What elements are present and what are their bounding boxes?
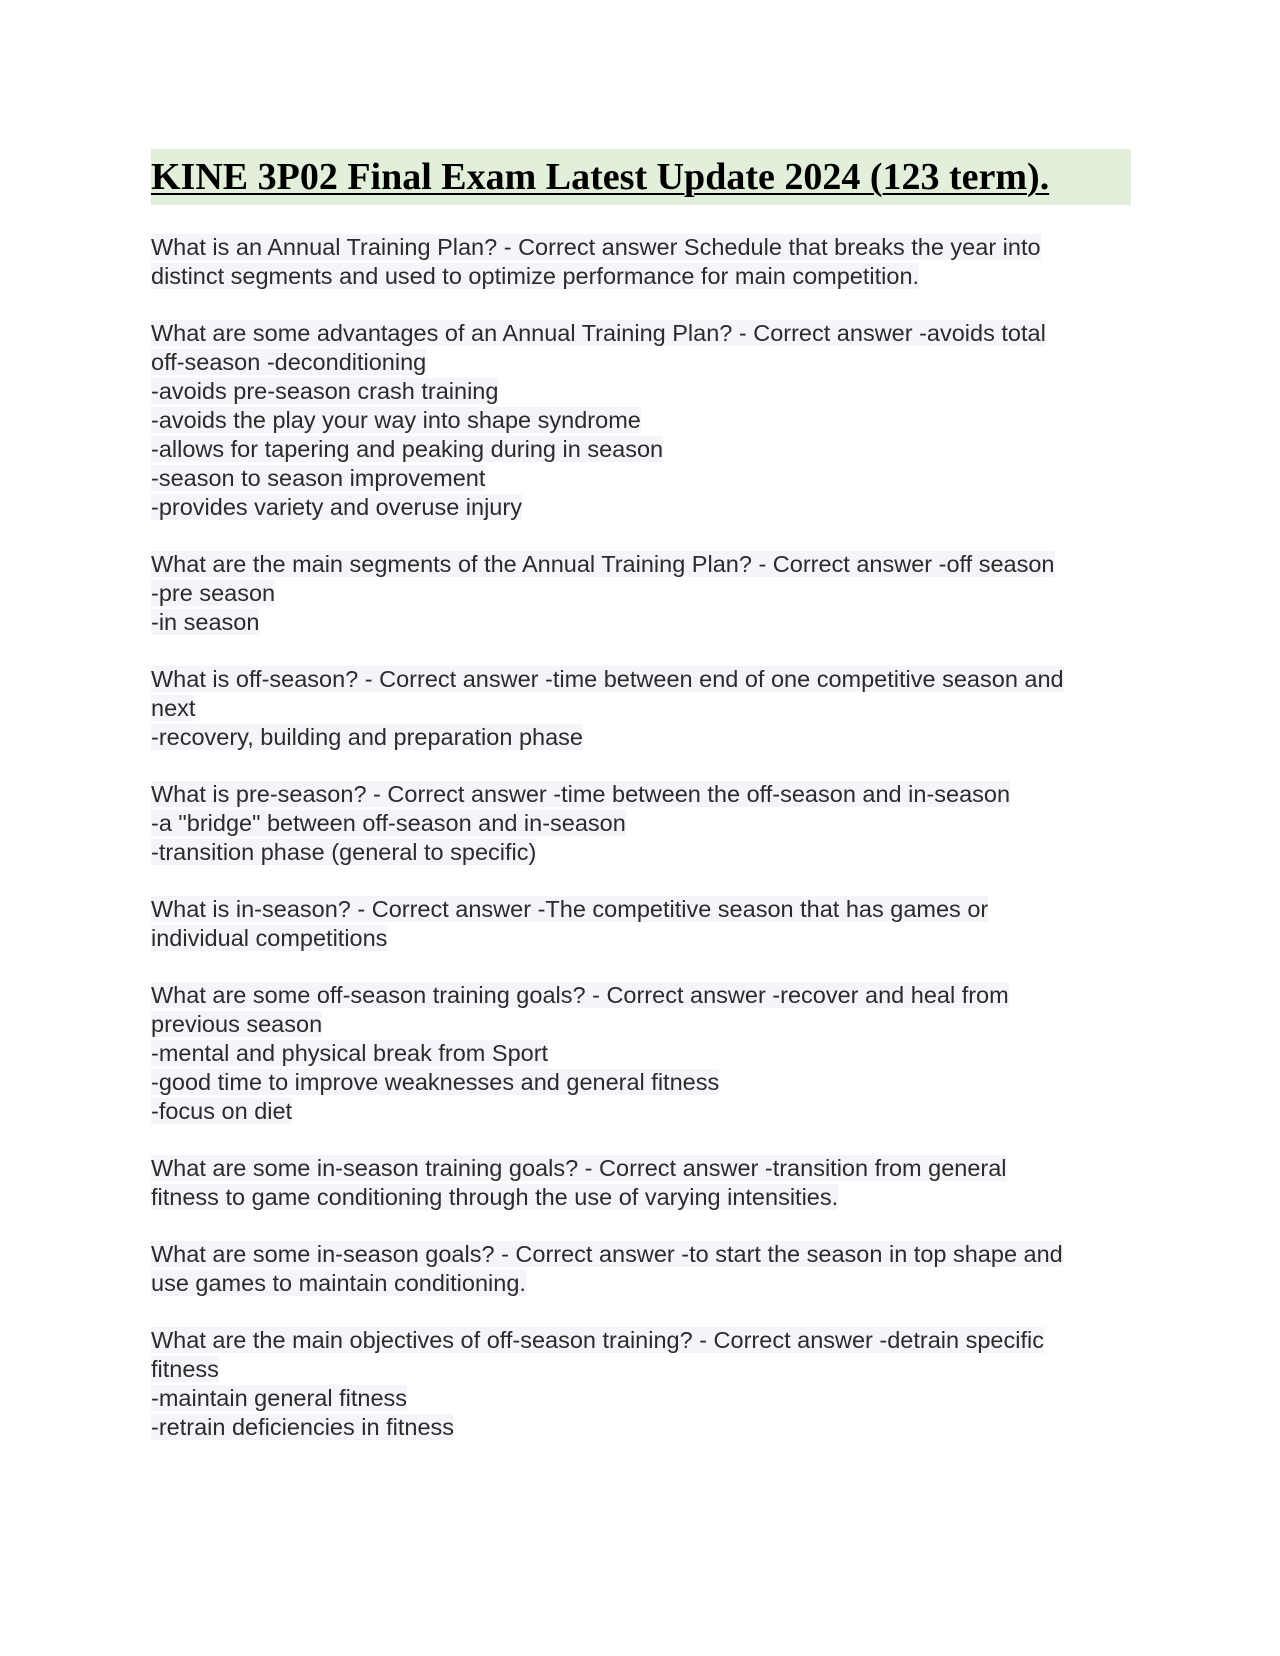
qa-line-text: -avoids the play your way into shape syndrome — [151, 407, 641, 433]
qa-line-text: What is pre-season? - Correct answer -time between the off-season and in-season — [151, 781, 1011, 807]
qa-line — [151, 1183, 1131, 1212]
qa-line-text: What are some in-season goals? - Correct answer -to start the season in top shape and — [151, 1241, 1063, 1267]
qa-line-text: -good time to improve weaknesses and general fitness — [151, 1069, 720, 1095]
qa-item — [151, 665, 1131, 752]
qa-line-text: What are the main segments of the Annual Training Plan? - Correct answer -off season — [151, 551, 1055, 577]
qa-line-text: use games to maintain conditioning. — [151, 1270, 526, 1296]
qa-line — [151, 608, 1131, 637]
qa-line — [151, 1413, 1131, 1442]
qa-line — [151, 838, 1131, 867]
qa-line — [151, 780, 1131, 809]
qa-line-text: What are some in-season training goals? - Correct answer -transition from general — [151, 1155, 1007, 1181]
qa-line-text: -mental and physical break from Sport — [151, 1040, 549, 1066]
qa-item — [151, 550, 1131, 637]
qa-line-text: -provides variety and overuse injury — [151, 494, 522, 520]
qa-line-text: -transition phase (general to specific) — [151, 839, 537, 865]
qa-line — [151, 262, 1131, 291]
qa-line — [151, 579, 1131, 608]
qa-line — [151, 1355, 1131, 1384]
qa-item — [151, 895, 1131, 953]
qa-line-text: -maintain general fitness — [151, 1385, 408, 1411]
qa-line-text: -season to season improvement — [151, 465, 486, 491]
qa-line-text: -a "bridge" between off-season and in-season — [151, 810, 626, 836]
qa-line — [151, 406, 1131, 435]
qa-line-text: previous season — [151, 1011, 323, 1037]
qa-line — [151, 435, 1131, 464]
qa-line — [151, 723, 1131, 752]
qa-line — [151, 1240, 1131, 1269]
qa-line — [151, 493, 1131, 522]
qa-line-text: What are some off-season training goals? - Correct answer -recover and heal from — [151, 982, 1009, 1008]
qa-line — [151, 809, 1131, 838]
qa-line-text: -retrain deficiencies in fitness — [151, 1414, 455, 1440]
qa-item — [151, 981, 1131, 1126]
qa-line-text: individual competitions — [151, 925, 388, 951]
qa-line — [151, 665, 1131, 694]
qa-item — [151, 780, 1131, 867]
title-banner — [151, 149, 1131, 205]
qa-line-text: off-season -deconditioning — [151, 349, 427, 375]
qa-line — [151, 377, 1131, 406]
qa-line-text: -recovery, building and preparation phase — [151, 724, 583, 750]
qa-line — [151, 1154, 1131, 1183]
qa-line-text: What is off-season? - Correct answer -time between end of one competitive season and — [151, 666, 1064, 692]
document-title: KINE 3P02 Final Exam Latest Update 2024 (123 term). — [151, 156, 1050, 198]
qa-line-text: fitness to game conditioning through the use of varying intensities. — [151, 1184, 839, 1210]
document-page — [151, 149, 1131, 1470]
qa-line — [151, 924, 1131, 953]
qa-line-text: -avoids pre-season crash training — [151, 378, 499, 404]
qa-item — [151, 233, 1131, 291]
qa-line — [151, 1326, 1131, 1355]
qa-line — [151, 319, 1131, 348]
qa-list — [151, 233, 1131, 1442]
qa-line — [151, 464, 1131, 493]
qa-line-text: -focus on diet — [151, 1098, 293, 1124]
qa-line-text: What are the main objectives of off-season training? - Correct answer -detrain specific — [151, 1327, 1044, 1353]
qa-line — [151, 1010, 1131, 1039]
qa-line — [151, 981, 1131, 1010]
qa-line-text: What is an Annual Training Plan? - Correct answer Schedule that breaks the year into — [151, 234, 1041, 260]
qa-item — [151, 1240, 1131, 1298]
qa-line-text: distinct segments and used to optimize performance for main competition. — [151, 263, 920, 289]
qa-line-text: What is in-season? - Correct answer -The competitive season that has games or — [151, 896, 989, 922]
qa-line — [151, 233, 1131, 262]
qa-line — [151, 1039, 1131, 1068]
qa-item — [151, 1154, 1131, 1212]
qa-line-text: -pre season — [151, 580, 276, 606]
qa-line-text: -in season — [151, 609, 260, 635]
qa-line-text: fitness — [151, 1356, 219, 1382]
qa-line — [151, 1068, 1131, 1097]
qa-line-text: What are some advantages of an Annual Training Plan? - Correct answer -avoids total — [151, 320, 1046, 346]
qa-line — [151, 1097, 1131, 1126]
qa-line — [151, 895, 1131, 924]
qa-line — [151, 694, 1131, 723]
qa-item — [151, 1326, 1131, 1442]
qa-line — [151, 1269, 1131, 1298]
qa-line — [151, 550, 1131, 579]
qa-line-text: next — [151, 695, 196, 721]
qa-line-text: -allows for tapering and peaking during in season — [151, 436, 664, 462]
qa-line — [151, 348, 1131, 377]
qa-line — [151, 1384, 1131, 1413]
qa-item — [151, 319, 1131, 522]
